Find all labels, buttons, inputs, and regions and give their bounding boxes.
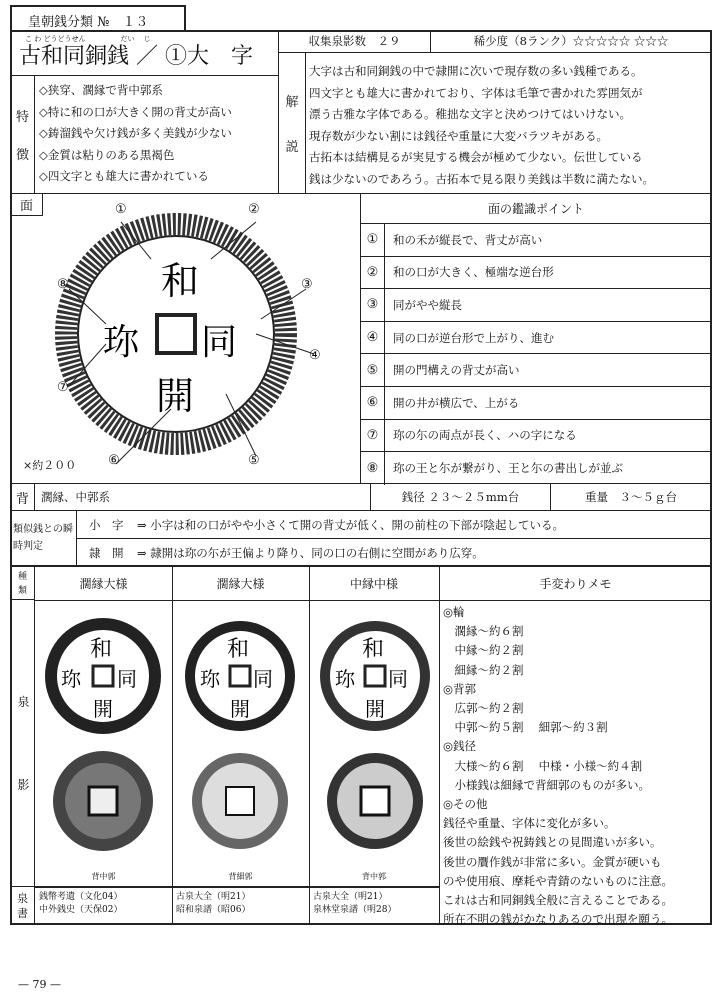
similar-row bbox=[77, 511, 711, 539]
memo-line: 大様～約６割 中様・小様～約４割 bbox=[443, 758, 643, 773]
page-number: — 79 — bbox=[18, 978, 61, 991]
similar-text: ⇒ 隷開は珎の尓が王偏より降り、同の口の右側に空間があり広穿。 bbox=[137, 545, 484, 560]
title-box bbox=[10, 30, 279, 76]
svg-text:同: 同 bbox=[117, 667, 137, 691]
marker-7: ⑦ bbox=[57, 380, 69, 395]
svg-text:開: 開 bbox=[365, 697, 385, 721]
point-row bbox=[361, 224, 711, 257]
point-row bbox=[361, 322, 711, 355]
coin-1-obverse bbox=[51, 624, 155, 728]
memo-line: ◎銭径 bbox=[443, 739, 477, 754]
svg-text:同: 同 bbox=[388, 667, 408, 691]
classification-header: 皇朝銭分類 № １３ bbox=[10, 5, 186, 31]
point-number: ⑧ bbox=[361, 452, 385, 485]
svg-text:珎: 珎 bbox=[200, 667, 220, 691]
weight: 重量 ３～５ｇ台 bbox=[585, 490, 677, 504]
coin-1-reverse bbox=[53, 751, 153, 851]
marker-4: ④ bbox=[309, 348, 321, 363]
feature-item: ◇特に和の口が大きく開の背丈が高い bbox=[39, 104, 232, 119]
svg-text:同: 同 bbox=[201, 322, 238, 363]
features-box bbox=[10, 75, 279, 194]
memo-line: 後世の絵銭や祝鋳銭との見間違いが多い。 bbox=[443, 835, 662, 850]
coin-3-obverse bbox=[325, 626, 425, 726]
svg-text:和: 和 bbox=[227, 637, 250, 662]
types-table bbox=[10, 565, 712, 925]
point-number: ⑦ bbox=[361, 420, 385, 452]
commentary-line: 四文字とも雄大に書かれており、字体は毛筆で書かれた雰囲気が bbox=[309, 85, 643, 100]
marker-6: ⑥ bbox=[108, 453, 120, 468]
svg-text:開: 開 bbox=[156, 374, 195, 418]
reverse-row bbox=[10, 483, 712, 511]
svg-text:同: 同 bbox=[253, 667, 273, 691]
memo-line: 広郭～約２割 bbox=[443, 701, 524, 716]
book-ref: 昭和泉譜（昭06） bbox=[176, 905, 251, 915]
reverse-type: 濶縁、中郭系 bbox=[35, 484, 371, 510]
point-row bbox=[361, 257, 711, 290]
coin-2-reverse bbox=[192, 753, 288, 849]
point-text: 和の禾が縦長で、背丈が高い bbox=[393, 232, 543, 247]
back-label: 背細郭 bbox=[228, 871, 253, 881]
point-text: 同がやや縦長 bbox=[393, 297, 462, 312]
svg-text:開: 開 bbox=[230, 697, 250, 721]
marker-3: ③ bbox=[301, 277, 313, 292]
commentary-line: 銭は少ないのであろう。古拓本で見る限り美銭は半数に満たない。 bbox=[309, 171, 654, 186]
book-ref: 泉林堂泉譜（明28） bbox=[313, 905, 397, 915]
features-label-1: 特 bbox=[15, 109, 29, 125]
similar-label: 類似銭との瞬時判定 bbox=[11, 511, 77, 565]
book-ref: 銭幣考遺（文化04） bbox=[39, 892, 123, 902]
memo-line: 中郭～約５割 細郭～約３割 bbox=[443, 720, 608, 735]
diameter: 銭径 ２３～２５mm台 bbox=[371, 484, 551, 510]
obverse-label: 面 bbox=[11, 194, 43, 216]
point-number: ③ bbox=[361, 289, 385, 321]
memo-list bbox=[443, 603, 673, 929]
point-number: ① bbox=[361, 224, 385, 256]
point-row bbox=[361, 452, 711, 485]
book-ref: 中外銭史（天保02） bbox=[39, 905, 123, 915]
similar-coins bbox=[10, 510, 712, 566]
page-title: 古和同銅銭 ／ ①大 字 bbox=[19, 44, 253, 69]
feature-item: ◇鋳溜銭や欠け銭が多く美銭が少ない bbox=[39, 126, 232, 140]
point-text: 珎の尓の両点が長く、ハの字になる bbox=[393, 428, 577, 443]
svg-text:和: 和 bbox=[90, 637, 113, 662]
similar-name: 隷 開 bbox=[89, 545, 124, 560]
feature-item: ◇金質は粘りのある黒褐色 bbox=[39, 147, 175, 162]
commentary-line: 現存数が少ない割には銭径や重量に大変バラツキがある。 bbox=[309, 128, 608, 143]
book-ref: 古泉大全（明21） bbox=[313, 892, 388, 902]
collection-count: 収集泉影数 ２９ bbox=[278, 30, 431, 53]
commentary-line: 漂う古雅な字体である。稚拙な文字と決めつけてはいけない。 bbox=[309, 107, 631, 121]
coin-2-obverse bbox=[190, 626, 290, 726]
point-row bbox=[361, 420, 711, 453]
coin-rubbing-obverse bbox=[11, 194, 360, 483]
column-header: 濶縁大様 bbox=[216, 577, 265, 591]
point-text: 開の井が横広で、上がる bbox=[393, 395, 520, 410]
similar-row bbox=[77, 539, 711, 566]
coin-char: 和 bbox=[161, 259, 200, 303]
point-number: ⑥ bbox=[361, 387, 385, 419]
column-header: 濶縁大様 bbox=[79, 577, 128, 591]
types-label: 種類 bbox=[12, 567, 35, 600]
memo-line: のや使用痕、摩耗や青錆のないものに注意。 bbox=[443, 873, 673, 888]
coin-3-reverse bbox=[327, 753, 423, 849]
memo-line: 細縁～約２割 bbox=[443, 662, 524, 677]
point-row bbox=[361, 289, 711, 322]
commentary-label-1: 解 bbox=[285, 95, 299, 110]
point-number: ⑤ bbox=[361, 354, 385, 386]
books-label: 泉書 bbox=[12, 886, 35, 924]
memo-line: 中縁～約２割 bbox=[443, 643, 524, 658]
commentary-box bbox=[278, 52, 712, 194]
points-title: 面の鑑識ポイント bbox=[361, 194, 711, 224]
point-text: 開の門構えの背丈が高い bbox=[393, 363, 520, 378]
point-row bbox=[361, 387, 711, 420]
memo-line: これは古和同銅銭全般に言えることである。 bbox=[443, 893, 673, 908]
images-label-2: 影 bbox=[17, 778, 30, 792]
commentary-label-2: 説 bbox=[285, 140, 299, 155]
title-ruby: こ わ どうどうせん だい じ bbox=[25, 35, 151, 43]
memo-line: 所在不明の銭がかなりあるので出現を願う。 bbox=[443, 912, 673, 927]
svg-text:和: 和 bbox=[362, 637, 385, 662]
memo-line: 濶縁～約６割 bbox=[443, 624, 524, 639]
memo-line: 後世の贋作銭が非常に多い。金質が硬いも bbox=[443, 854, 662, 869]
images-label-1: 泉 bbox=[17, 695, 30, 709]
identification-points bbox=[360, 193, 712, 484]
marker-1: ① bbox=[115, 202, 127, 217]
memo-line: 小様銭は細縁で背細郭のものが多い。 bbox=[443, 777, 650, 792]
commentary-line: 大字は古和同銅銭の中で隷開に次いで現存数の多い銭種である。 bbox=[309, 64, 643, 78]
svg-text:珎: 珎 bbox=[61, 667, 81, 691]
memo-title: 手変わりメモ bbox=[539, 577, 612, 591]
point-number: ② bbox=[361, 257, 385, 289]
back-label: 背中郭 bbox=[91, 871, 116, 881]
feature-item: ◇四文字とも雄大に書かれている bbox=[39, 169, 209, 183]
memo-line: ◎背郭 bbox=[443, 681, 477, 696]
marker-8: ⑧ bbox=[57, 277, 69, 292]
svg-text:開: 開 bbox=[93, 697, 113, 721]
book-ref: 古泉大全（明21） bbox=[176, 892, 251, 902]
reverse-label: 背 bbox=[11, 484, 35, 510]
similar-name: 小 字 bbox=[89, 517, 124, 532]
point-row bbox=[361, 354, 711, 387]
commentary-line: 古拓本は結構見るが実見する機会が極めて少ない。伝世している bbox=[309, 150, 643, 164]
scale-note: ×約２００ bbox=[23, 459, 77, 472]
point-text: 和の口が大きく、極端な逆台形 bbox=[393, 265, 554, 280]
svg-text:珎: 珎 bbox=[335, 667, 355, 691]
marker-2: ② bbox=[248, 202, 260, 217]
feature-item: ◇狭穿、濶縁で背中郭系 bbox=[39, 83, 163, 97]
features-label-2: 徴 bbox=[15, 148, 29, 164]
point-text: 珎の王と尓が繋がり、王と尓の書出しが並ぶ bbox=[393, 461, 623, 476]
coin-images bbox=[35, 601, 439, 866]
point-text: 同の口が逆台形で上がり、進む bbox=[393, 330, 554, 345]
marker-5: ⑤ bbox=[248, 453, 260, 468]
point-number: ④ bbox=[361, 322, 385, 354]
rarity: 稀少度（8ランク）☆☆☆☆☆ ☆☆☆ bbox=[430, 30, 712, 53]
similar-text: ⇒ 小字は和の口がやや小さくて開の背丈が低く、開の前柱の下部が陰起している。 bbox=[137, 517, 565, 532]
obverse-panel bbox=[10, 193, 361, 484]
memo-line: ◎その他 bbox=[443, 797, 488, 812]
memo-line: ◎輪 bbox=[443, 605, 465, 619]
back-label: 背中郭 bbox=[362, 871, 386, 881]
column-header: 中縁中様 bbox=[349, 577, 398, 591]
svg-text:珎: 珎 bbox=[103, 322, 140, 363]
memo-line: 銭径や重量、字体に変化が多い。 bbox=[443, 816, 616, 831]
